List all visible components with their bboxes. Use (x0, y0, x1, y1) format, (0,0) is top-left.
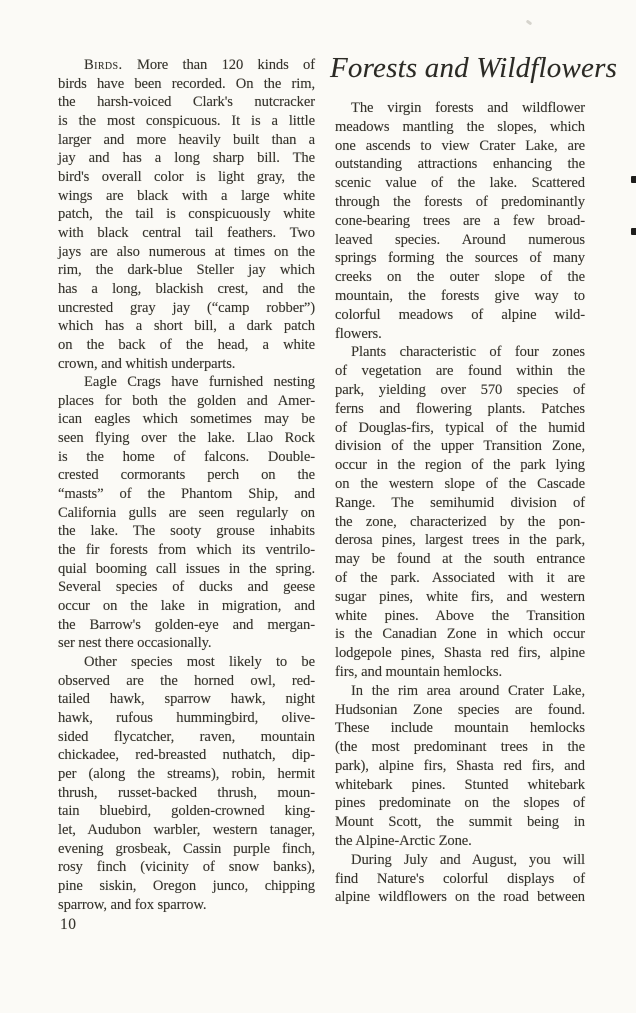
text-line: Plants characteristic of four zones (351, 344, 585, 361)
text-line: is the Canadian Zone in which occur (335, 626, 585, 643)
text-line: springs forming the sources of many (335, 250, 585, 267)
text-line: crown, and whitish underparts. (58, 355, 236, 372)
text-line: is the home of falcons. Double- (58, 448, 315, 465)
text-line: thrush, russet-backed thrush, moun- (58, 784, 315, 801)
text-line: patch, the tail is conspicuously white (58, 206, 315, 223)
text-line: pines predominate on the slopes of (335, 795, 585, 812)
text-line: California gulls are seen regularly on (58, 504, 315, 521)
text-line: mountain, the forests give way to (335, 287, 585, 304)
page-edge-ink-mark (631, 176, 636, 183)
text-line: crested cormorants perch on the (58, 467, 315, 484)
text-line: In the rim area around Crater Lake, (351, 682, 585, 699)
text-line: bird's overall color is light gray, the (58, 168, 315, 185)
left-text-column (58, 56, 315, 914)
text-line: meadows mantling the slopes, which (335, 118, 585, 135)
page-edge-ink-mark (631, 228, 636, 235)
text-line: chickadee, red-breasted nuthatch, dip- (58, 747, 315, 764)
text-line: The virgin forests and wildflower (351, 100, 585, 116)
page-number: 10 (60, 916, 77, 933)
text-line: the harsh-voiced Clark's nutcracker (58, 94, 315, 111)
text-line: white pines. Above the Transition (335, 607, 585, 624)
text-line: outstanding attractions enhancing the (335, 156, 585, 173)
text-line: During July and August, you will (351, 851, 585, 868)
text-line: whitebark pines. Stunted whitebark (335, 776, 585, 793)
paragraph-lead: Birds. (84, 57, 123, 73)
text-line: larger and more heavily built than a (58, 131, 315, 148)
text-line: colorful meadows of alpine wild- (335, 306, 585, 323)
text-line: the lake. The sooty grouse inhabits (58, 523, 315, 540)
text-line: sided flycatcher, raven, mountain (58, 728, 315, 745)
text-line: on the western slope of the Cascade (335, 475, 585, 492)
text-line: Range. The semihumid division of (335, 494, 585, 511)
text-line: hawk, rufous hummingbird, olive- (58, 709, 315, 726)
text-line: park), alpine firs, Shasta red firs, and (335, 757, 585, 774)
text-line: is the most conspicuous. It is a little (58, 112, 315, 129)
text-line: rosy finch (vicinity of snow banks), (58, 859, 315, 876)
text-line: (the most predominant trees in the (335, 739, 585, 756)
text-line: Other species most likely to be (84, 654, 315, 670)
text-line: sparrow, and fox sparrow. (58, 896, 207, 913)
text-line: has a long, blackish crest, and the (58, 280, 315, 297)
text-line: These include mountain hemlocks (335, 720, 585, 737)
text-line: of vegetation are found within the (335, 363, 585, 380)
text-line: derosa pines, largest trees in the park, (335, 532, 585, 549)
text-line: one ascends to view Crater Lake, are (335, 137, 585, 154)
text-line: which has a short bill, a dark patch (58, 318, 315, 335)
text-line: occur on the lake in migration, and (58, 598, 315, 615)
text-line: places for both the golden and Amer- (58, 392, 315, 409)
text-line: birds have been recorded. On the rim, (58, 75, 315, 92)
text-line: rim, the dark-blue Steller jay which (58, 262, 315, 279)
text-line: let, Audubon warbler, western tanager, (58, 821, 315, 838)
text-line: flowers. (335, 325, 382, 342)
text-line: tailed hawk, sparrow hawk, night (58, 691, 315, 708)
text-line: jay and has a long sharp bill. The (58, 150, 315, 167)
text-line: creeks on the outer slope of the (335, 269, 585, 286)
section-heading: Forests and Wildflowers (330, 52, 618, 84)
text-line: sugar pines, white firs, and western (335, 588, 585, 605)
text-line: leaved species. Around numerous (335, 231, 585, 248)
text-line: the zone, characterized by the pon- (335, 513, 585, 530)
text-line: of the park. Associated with it are (335, 569, 585, 586)
ink-speck (526, 20, 533, 26)
text-line: on the back of the head, a white (58, 336, 315, 353)
text-line: scenic value of the lake. Scattered (335, 175, 585, 192)
text-line: ferns and flowering plants. Patches (335, 400, 585, 417)
text-line: Mount Scott, the summit being in (335, 814, 585, 831)
right-text-column (335, 99, 585, 907)
text-line: Several species of ducks and geese (58, 579, 315, 596)
text-line: alpine wildflowers on the road between (335, 889, 585, 906)
text-line: jays are also numerous at times on the (58, 243, 315, 260)
text-line: Eagle Crags have furnished nesting (84, 374, 315, 391)
text-line: quial booming call issues in the spring. (58, 560, 315, 577)
text-line: per (along the streams), robin, hermit (58, 765, 315, 782)
text-line: Hudsonian Zone species are found. (335, 701, 585, 718)
text-line: seen flying over the lake. Llao Rock (58, 430, 315, 447)
text-line: firs, and mountain hemlocks. (335, 663, 503, 680)
text-line: through the forests of predominantly (335, 193, 585, 210)
text-line: wings are black with a large white (58, 187, 315, 204)
text-line: with black central tail feathers. Two (58, 224, 315, 241)
text-line: evening grosbeak, Cassin purple finch, (58, 840, 315, 857)
text-line: Birds. More than 120 kinds of (84, 57, 315, 73)
text-line: find Nature's colorful displays of (335, 870, 585, 887)
text-line: the Alpine-Arctic Zone. (335, 833, 472, 850)
text-line: “masts” of the Phantom Ship, and (58, 486, 315, 503)
text-line: pine siskin, Oregon junco, chipping (58, 877, 315, 894)
text-line: cone-bearing trees are a few broad- (335, 212, 585, 229)
text-line: park, yielding over 570 species of (335, 381, 585, 398)
text-line: uncrested gray jay (“camp robber”) (58, 299, 315, 316)
text-line: tain bluebird, golden-crowned king- (58, 803, 315, 820)
text-line: the Barrow's golden-eye and mergan- (58, 616, 315, 633)
text-line: may be found at the south entrance (335, 551, 585, 568)
text-line: observed are the horned owl, red- (58, 672, 315, 689)
text-line: lodgepole pines, Shasta red firs, alpine (335, 645, 585, 662)
text-line: of Douglas-firs, typical of the humid (335, 419, 585, 436)
text-line: division of the upper Transition Zone, (335, 438, 585, 455)
text-line: the fir forests from which its ventrilo- (58, 542, 315, 559)
text-line: ican eagles which sometimes may be (58, 411, 315, 428)
text-line: occur in the region of the park lying (335, 457, 585, 474)
text-line: ser nest there occasionally. (58, 635, 212, 652)
